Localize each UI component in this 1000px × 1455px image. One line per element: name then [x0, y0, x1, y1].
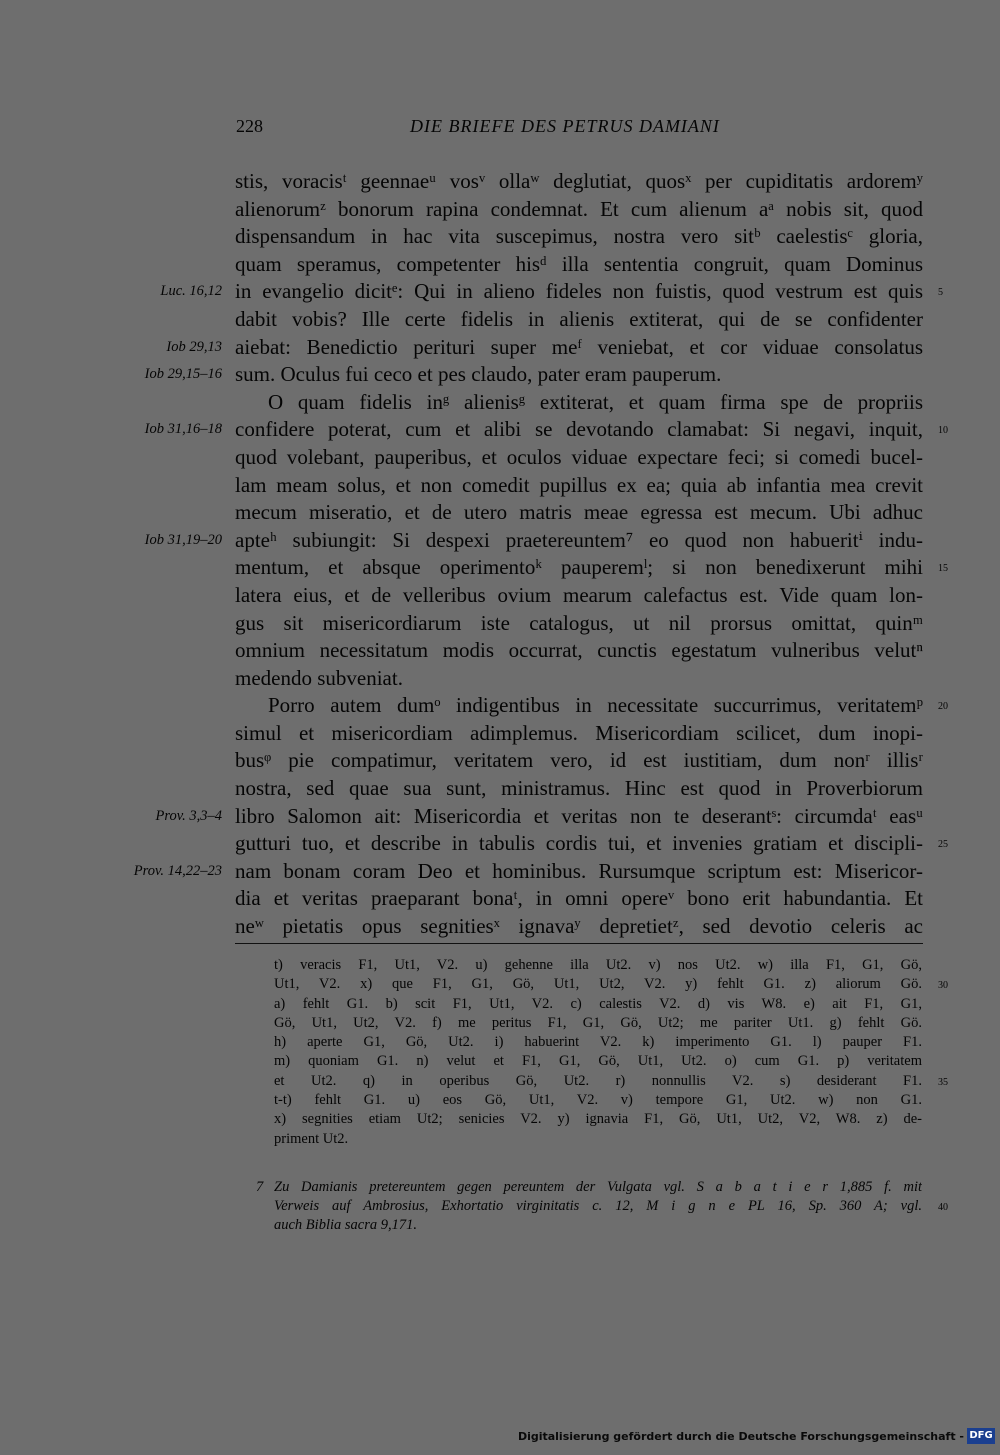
text-line — [0, 527, 1000, 555]
line-number: 15 — [938, 563, 948, 575]
apparatus-text: x) segnities etiam Ut2; senicies V2. y) ignavia F1, Gö, Ut1, Ut2, V2, W8. z) de- — [274, 1111, 922, 1128]
page-header — [0, 116, 1000, 142]
apparatus-line — [0, 1014, 1000, 1033]
text-line — [0, 196, 1000, 224]
line-text: dia et veritas praeparant bonaᵗ, in omni opereᵛ bono erit habundantia. Et — [235, 886, 923, 911]
apparatus-line — [0, 1072, 1000, 1091]
footnote-line — [0, 1197, 1000, 1216]
footnote-marker: 7 — [256, 1179, 264, 1195]
apparatus-line — [0, 956, 1000, 975]
apparatus-text: Gö, Ut1, Ut2, V2. f) me peritus F1, G1, Gö, Ut2; me pariter Ut1. g) fehlt Gö. — [274, 1014, 922, 1031]
margin-reference: Iob 29,13 — [166, 338, 222, 355]
text-line — [0, 416, 1000, 444]
apparatus-text: priment Ut2. — [274, 1130, 349, 1147]
text-line — [0, 499, 1000, 527]
text-line — [0, 278, 1000, 306]
text-line — [0, 610, 1000, 638]
text-line — [0, 830, 1000, 858]
digitization-credit: Digitalisierung gefördert durch die Deutsche Forschungsgemeinschaft - — [517, 1430, 964, 1443]
dfg-logo: DFG — [967, 1428, 995, 1444]
line-text: Porro autem dumᵒ indigentibus in necessitate succurrimus, veritatemᵖ — [268, 693, 923, 718]
main-text — [0, 168, 1000, 941]
apparatus-line — [0, 975, 1000, 994]
margin-reference: Iob 31,16–18 — [144, 421, 222, 438]
text-line — [0, 251, 1000, 279]
line-text: nostra, sed quae sua sunt, ministramus. Hinc est quod in Proverbiorum — [235, 776, 923, 801]
line-number: 5 — [938, 287, 943, 299]
line-text: quam speramus, competenter hisᵈ illa sententia congruit, quam Dominus — [235, 251, 923, 276]
line-text: mentum, et absque operimentoᵏ pauperemˡ; si non benedixerunt mihi — [235, 555, 923, 580]
text-line — [0, 554, 1000, 582]
margin-reference: Luc. 16,12 — [160, 283, 222, 300]
line-text: nam bonam coram Deo et hominibus. Rursumque scriptum est: Misericor- — [235, 858, 923, 883]
line-number: 40 — [938, 1202, 948, 1213]
apparatus-text: t-t) fehlt G1. u) eos Gö, Ut1, V2. v) tempore G1, Ut2. w) non G1. — [274, 1092, 922, 1109]
margin-reference: Iob 29,15–16 — [144, 366, 222, 383]
line-text: alienorumᶻ bonorum rapina condemnat. Et cum alienum aᵃ nobis sit, quod — [235, 196, 923, 221]
apparatus-text: h) aperte G1, Gö, Ut2. i) habuerint V2. k) imperimento G1. l) pauper F1. — [274, 1034, 922, 1051]
line-text: simul et misericordiam adimplemus. Misericordiam scilicet, dum inopi- — [235, 720, 923, 745]
line-text: mecum miseratio, et de utero matris meae egressa est mecum. Ubi adhuc — [235, 500, 923, 525]
text-line — [0, 775, 1000, 803]
apparatus-text: m) quoniam G1. n) velut et F1, G1, Gö, Ut1, Ut2. o) cum G1. p) veritatem — [274, 1053, 922, 1070]
text-line — [0, 582, 1000, 610]
margin-reference: Prov. 14,22–23 — [133, 862, 222, 879]
text-line — [0, 747, 1000, 775]
line-text: gutturi tuo, et describe in tabulis cordis tui, et invenies gratiam et discipli- — [235, 831, 923, 856]
line-text: medendo subveniat. — [235, 665, 403, 690]
apparatus-text: et Ut2. q) in operibus Gö, Ut2. r) nonnullis V2. s) desiderant F1. — [274, 1072, 922, 1089]
line-text: apteʰ subiungit: Si despexi praetereuntem⁷ eo quod non habueritⁱ indu- — [235, 527, 923, 552]
text-line — [0, 637, 1000, 665]
line-text: libro Salomon ait: Misericordia et veritas non te deserantˢ: circumdaᵗ easᵘ — [235, 803, 923, 828]
line-text: sum. Oculus fui ceco et pes claudo, pater eram pauperum. — [235, 362, 722, 387]
margin-reference: Prov. 3,3–4 — [155, 807, 222, 824]
line-number: 30 — [938, 980, 948, 992]
apparatus-divider — [235, 943, 923, 944]
line-text: gus sit misericordiarum iste catalogus, ut nil prorsus omittat, quinᵐ — [235, 610, 923, 635]
line-text: in evangelio dicitᵉ: Qui in alieno fideles non fuistis, quod vestrum est quis — [235, 279, 923, 304]
text-line — [0, 720, 1000, 748]
apparatus-line — [0, 995, 1000, 1014]
line-text: busᵠ pie compatimur, veritatem vero, id est iustitiam, dum nonʳ illisʳ — [235, 748, 923, 773]
text-line — [0, 334, 1000, 362]
line-number: 35 — [938, 1076, 948, 1088]
text-line — [0, 858, 1000, 886]
line-text: dabit vobis? Ille certe fidelis in alienis extiterat, qui de se confidenter — [235, 306, 923, 331]
text-line — [0, 803, 1000, 831]
line-text: quod volebant, pauperibus, et oculos viduae expectare feci; si comedi bucel- — [235, 444, 923, 469]
line-number: 25 — [938, 839, 948, 851]
line-number: 10 — [938, 425, 948, 437]
footnote-text: auch Biblia sacra 9,171. — [274, 1217, 417, 1233]
line-text: lam meam solus, et non comedit pupillus ex ea; quia ab infantia mea crevit — [235, 472, 923, 497]
text-line — [0, 444, 1000, 472]
line-number: 20 — [938, 701, 948, 713]
text-line — [0, 913, 1000, 941]
text-line — [0, 389, 1000, 417]
text-line — [0, 306, 1000, 334]
running-head: DIE BRIEFE DES PETRUS DAMIANI — [410, 116, 720, 136]
line-text: dispensandum in hac vita suscepimus, nostra vero sitᵇ caelestisᶜ gloria, — [235, 224, 923, 249]
line-text: stis, voracisᵗ geennaeᵘ vosᵛ ollaʷ deglutiat, quosˣ per cupiditatis ardoremʸ — [235, 169, 923, 193]
apparatus-text: t) veracis F1, Ut1, V2. u) gehenne illa Ut2. v) nos Ut2. w) illa F1, G1, Gö, — [274, 957, 922, 973]
apparatus-line — [0, 1052, 1000, 1071]
text-line — [0, 472, 1000, 500]
footnote-line — [0, 1216, 1000, 1235]
text-line — [0, 168, 1000, 196]
apparatus-text: Ut1, V2. x) que F1, G1, Gö, Ut1, Ut2, V2. y) fehlt G1. z) aliorum Gö. — [274, 976, 922, 993]
line-text: neʷ pietatis opus segnitiesˣ ignavaʸ depretietᶻ, sed devotio celeris ac — [235, 914, 923, 939]
apparatus-line — [0, 1033, 1000, 1052]
page-number: 228 — [236, 116, 263, 136]
critical-apparatus — [0, 956, 1000, 1149]
apparatus-line — [0, 1130, 1000, 1149]
footnote-text: Verweis auf Ambrosius, Exhortatio virginitatis c. 12, M i g n e PL 16, Sp. 360 A; vgl. — [274, 1198, 922, 1214]
apparatus-line — [0, 1091, 1000, 1110]
text-line — [0, 665, 1000, 693]
line-text: confidere poterat, cum et alibi se devotando clamabat: Si negavi, inquit, — [235, 417, 923, 442]
text-line — [0, 361, 1000, 389]
line-text: O quam fidelis inᵍ alienisᵍ extiterat, et quam firma spe de propriis — [268, 389, 923, 414]
footnote-text: Zu Damianis pretereuntem gegen pereuntem der Vulgata vgl. S a b a t i e r 1,885 f. mit — [274, 1179, 922, 1195]
footnotes — [0, 1178, 1000, 1235]
line-text: latera eius, et de velleribus ovium mearum calefactus est. Vide quam lon- — [235, 582, 923, 607]
text-line — [0, 692, 1000, 720]
footnote-line — [0, 1178, 1000, 1197]
line-text: aiebat: Benedictio perituri super meᶠ veniebat, et cor viduae consolatus — [235, 334, 923, 359]
apparatus-line — [0, 1110, 1000, 1129]
text-line — [0, 885, 1000, 913]
apparatus-text: a) fehlt G1. b) scit F1, Ut1, V2. c) calestis V2. d) vis W8. e) ait F1, G1, — [274, 995, 922, 1012]
margin-reference: Iob 31,19–20 — [144, 531, 222, 548]
text-line — [0, 223, 1000, 251]
line-text: omnium necessitatum modis occurrat, cunctis egestatum vulneribus velutⁿ — [235, 638, 923, 663]
